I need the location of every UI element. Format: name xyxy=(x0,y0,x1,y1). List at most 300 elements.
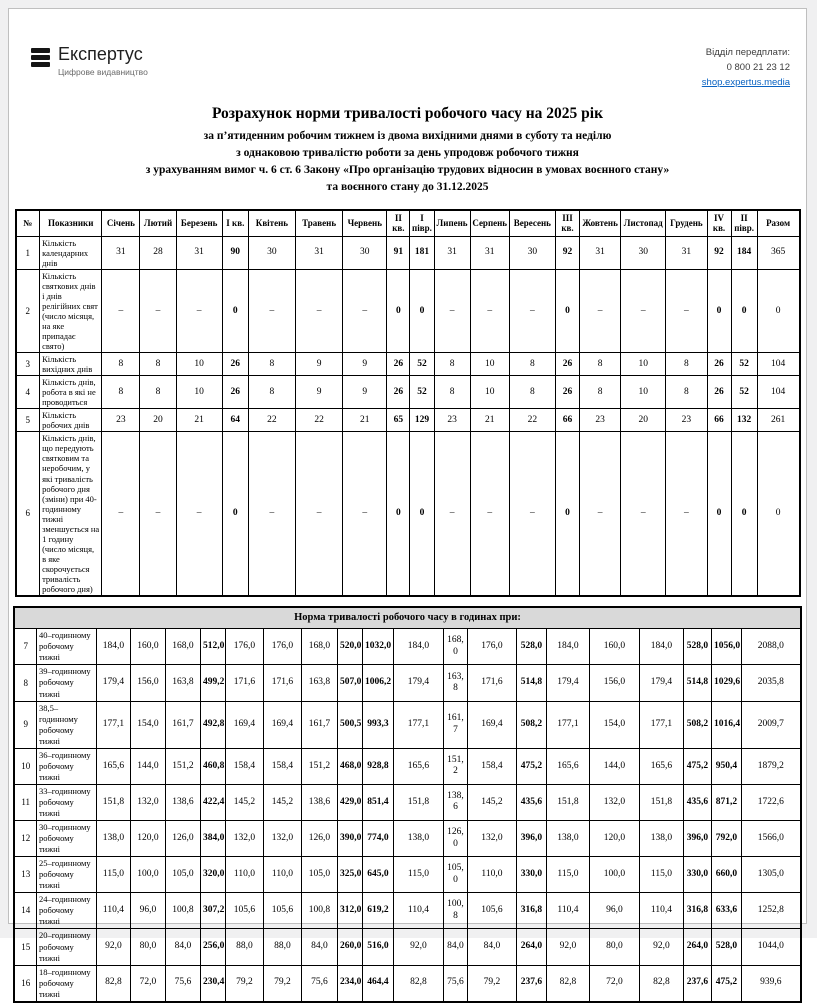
value-cell: 184,0 xyxy=(393,629,443,665)
value-cell: 80,0 xyxy=(130,929,165,965)
value-cell: 0 xyxy=(555,270,579,353)
value-cell: 168,0 xyxy=(443,629,467,665)
row-label: 24–годинному робочому тижні xyxy=(36,893,96,929)
value-cell: 105,6 xyxy=(467,893,516,929)
value-cell: 23 xyxy=(580,409,621,432)
value-cell: 619,2 xyxy=(362,893,393,929)
value-cell: 151,2 xyxy=(301,748,337,784)
value-cell: 1722,6 xyxy=(741,784,800,820)
value-cell: 177,1 xyxy=(546,701,589,748)
value-cell: 84,0 xyxy=(301,929,337,965)
row-number: 11 xyxy=(14,784,36,820)
document-title: Розрахунок норми тривалості робочого часу на 2025 рік xyxy=(211,104,604,122)
value-cell: 92,0 xyxy=(639,929,683,965)
value-cell: 30 xyxy=(621,237,666,270)
table-row xyxy=(16,237,800,270)
value-cell: 181 xyxy=(410,237,434,270)
value-cell: 138,6 xyxy=(301,784,337,820)
column-header: III кв. xyxy=(555,210,579,237)
value-cell: 460,8 xyxy=(200,748,225,784)
row-label: 38,5–годинному робочому тижні xyxy=(36,701,96,748)
table-row xyxy=(16,432,800,596)
row-number: 5 xyxy=(16,409,40,432)
row-number: 4 xyxy=(16,376,40,409)
column-header: Серпень xyxy=(470,210,509,237)
value-cell: 80,0 xyxy=(589,929,639,965)
value-cell: 100,0 xyxy=(130,857,165,893)
value-cell: 31 xyxy=(176,237,222,270)
value-cell: 161,7 xyxy=(165,701,200,748)
row-label: 36–годинному робочому тижні xyxy=(36,748,96,784)
value-cell: 492,8 xyxy=(200,701,225,748)
value-cell: 22 xyxy=(248,409,295,432)
value-cell: 165,6 xyxy=(546,748,589,784)
value-cell: 144,0 xyxy=(130,748,165,784)
value-cell: 507,0 xyxy=(337,665,362,701)
value-cell: 0 xyxy=(387,270,410,353)
value-cell: 92 xyxy=(555,237,579,270)
value-cell: 871,2 xyxy=(711,784,741,820)
table-row xyxy=(14,748,800,784)
value-cell: 26 xyxy=(707,353,731,376)
value-cell: 110,0 xyxy=(467,857,516,893)
row-number: 7 xyxy=(14,629,36,665)
value-cell: 52 xyxy=(410,376,434,409)
value-cell: 435,6 xyxy=(516,784,546,820)
value-cell: 115,0 xyxy=(96,857,130,893)
column-header: Липень xyxy=(434,210,470,237)
row-label: Кількість календарних днів xyxy=(40,237,102,270)
value-cell: 171,6 xyxy=(225,665,263,701)
table-row xyxy=(14,821,800,857)
value-cell: 110,0 xyxy=(225,857,263,893)
value-cell: – xyxy=(509,432,555,596)
column-header: II півр. xyxy=(731,210,757,237)
value-cell: 396,0 xyxy=(683,821,711,857)
table-row xyxy=(16,409,800,432)
value-cell: – xyxy=(248,270,295,353)
document-page xyxy=(8,8,807,999)
value-cell: 330,0 xyxy=(516,857,546,893)
value-cell: 79,2 xyxy=(263,965,301,1002)
row-number: 6 xyxy=(16,432,40,596)
value-cell: 84,0 xyxy=(443,929,467,965)
value-cell: 92 xyxy=(707,237,731,270)
value-cell: 234,0 xyxy=(337,965,362,1002)
value-cell: 30 xyxy=(248,237,295,270)
contact-phone: 0 800 21 23 12 xyxy=(726,62,790,74)
table-row xyxy=(14,929,800,965)
row-number: 10 xyxy=(14,748,36,784)
section-band-row xyxy=(14,607,800,629)
value-cell: 72,0 xyxy=(589,965,639,1002)
value-cell: 237,6 xyxy=(516,965,546,1002)
value-cell: 158,4 xyxy=(225,748,263,784)
column-header: Квітень xyxy=(248,210,295,237)
row-number: 2 xyxy=(16,270,40,353)
value-cell: 31 xyxy=(470,237,509,270)
value-cell: 156,0 xyxy=(130,665,165,701)
value-cell: – xyxy=(296,270,343,353)
value-cell: 138,0 xyxy=(393,821,443,857)
value-cell: 104 xyxy=(757,376,799,409)
value-cell: – xyxy=(434,270,470,353)
row-number: 3 xyxy=(16,353,40,376)
value-cell: 163,8 xyxy=(443,665,467,701)
value-cell: 179,4 xyxy=(639,665,683,701)
row-number: 15 xyxy=(14,929,36,965)
value-cell: 508,2 xyxy=(683,701,711,748)
value-cell: 65 xyxy=(387,409,410,432)
value-cell: 0 xyxy=(387,432,410,596)
value-cell: 8 xyxy=(248,376,295,409)
value-cell: 26 xyxy=(387,376,410,409)
value-cell: 158,4 xyxy=(467,748,516,784)
value-cell: 512,0 xyxy=(200,629,225,665)
row-label: 20–годинному робочому тижні xyxy=(36,929,96,965)
value-cell: 75,6 xyxy=(443,965,467,1002)
value-cell: 169,4 xyxy=(225,701,263,748)
column-header: Січень xyxy=(102,210,140,237)
table-header-row xyxy=(16,210,800,237)
value-cell: 105,0 xyxy=(165,857,200,893)
value-cell: 31 xyxy=(580,237,621,270)
value-cell: 28 xyxy=(140,237,176,270)
value-cell: 151,2 xyxy=(443,748,467,784)
row-label: Кількість днів, що передують святковим та неробочим, у які тривалість робочого дня (зміни) при 40-годинному тижні зменшується на 1 годину (число місяця, в яке скорочується тривалість робочого дня) xyxy=(40,432,102,596)
value-cell: 23 xyxy=(102,409,140,432)
value-cell: 264,0 xyxy=(683,929,711,965)
value-cell: 0 xyxy=(731,432,757,596)
value-cell: – xyxy=(666,270,707,353)
value-cell: 2035,8 xyxy=(741,665,800,701)
value-cell: 82,8 xyxy=(393,965,443,1002)
value-cell: 261 xyxy=(757,409,799,432)
value-cell: 168,0 xyxy=(165,629,200,665)
value-cell: 145,2 xyxy=(263,784,301,820)
value-cell: 26 xyxy=(387,353,410,376)
value-cell: 120,0 xyxy=(589,821,639,857)
value-cell: 475,2 xyxy=(711,965,741,1002)
table-row xyxy=(14,965,800,1002)
value-cell: 100,8 xyxy=(443,893,467,929)
value-cell: – xyxy=(580,432,621,596)
column-header: Грудень xyxy=(666,210,707,237)
value-cell: 82,8 xyxy=(96,965,130,1002)
value-cell: 21 xyxy=(176,409,222,432)
value-cell: 132,0 xyxy=(467,821,516,857)
value-cell: 177,1 xyxy=(96,701,130,748)
value-cell: 132,0 xyxy=(263,821,301,857)
value-cell: 138,0 xyxy=(639,821,683,857)
value-cell: 132,0 xyxy=(225,821,263,857)
value-cell: 161,7 xyxy=(301,701,337,748)
value-cell: 179,4 xyxy=(96,665,130,701)
value-cell: 91 xyxy=(387,237,410,270)
value-cell: 9 xyxy=(296,376,343,409)
value-cell: 176,0 xyxy=(467,629,516,665)
value-cell: 126,0 xyxy=(165,821,200,857)
row-number: 12 xyxy=(14,821,36,857)
subscription-contact xyxy=(702,45,790,91)
page-header xyxy=(9,9,806,91)
row-label: 39–годинному робочому тижні xyxy=(36,665,96,701)
value-cell: 110,4 xyxy=(96,893,130,929)
value-cell: – xyxy=(509,270,555,353)
value-cell: 396,0 xyxy=(516,821,546,857)
value-cell: 10 xyxy=(176,376,222,409)
value-cell: 169,4 xyxy=(263,701,301,748)
value-cell: 633,6 xyxy=(711,893,741,929)
expertus-logo-icon xyxy=(31,48,50,67)
value-cell: 528,0 xyxy=(711,929,741,965)
value-cell: 20 xyxy=(140,409,176,432)
document-subtitle-4: та воєнного стану до 31.12.2025 xyxy=(326,181,489,194)
value-cell: 8 xyxy=(140,353,176,376)
value-cell: 851,4 xyxy=(362,784,393,820)
row-label: Кількість святкових днів і днів релігійних свят (число місяця, на яке припадає свято) xyxy=(40,270,102,353)
value-cell: 365 xyxy=(757,237,799,270)
value-cell: 30 xyxy=(343,237,387,270)
value-cell: 8 xyxy=(102,353,140,376)
row-label: 30–годинному робочому тижні xyxy=(36,821,96,857)
value-cell: 9 xyxy=(296,353,343,376)
value-cell: 8 xyxy=(666,376,707,409)
value-cell: 79,2 xyxy=(225,965,263,1002)
value-cell: 176,0 xyxy=(263,629,301,665)
table-row xyxy=(14,701,800,748)
column-header: II кв. xyxy=(387,210,410,237)
value-cell: – xyxy=(176,270,222,353)
value-cell: 8 xyxy=(434,376,470,409)
value-cell: 120,0 xyxy=(130,821,165,857)
value-cell: 0 xyxy=(222,432,248,596)
value-cell: 1252,8 xyxy=(741,893,800,929)
value-cell: 184,0 xyxy=(639,629,683,665)
table-row xyxy=(14,629,800,665)
section-band-title: Норма тривалості робочого часу в годинах при: xyxy=(14,607,800,629)
value-cell: 132 xyxy=(731,409,757,432)
value-cell: 475,2 xyxy=(683,748,711,784)
value-cell: 8 xyxy=(248,353,295,376)
value-cell: 64 xyxy=(222,409,248,432)
table-row xyxy=(14,665,800,701)
value-cell: 138,6 xyxy=(165,784,200,820)
shop-link[interactable]: shop.expertus.media xyxy=(701,77,790,89)
value-cell: 468,0 xyxy=(337,748,362,784)
value-cell: 0 xyxy=(222,270,248,353)
table-row xyxy=(16,353,800,376)
calendar-days-table xyxy=(15,209,801,597)
value-cell: 384,0 xyxy=(200,821,225,857)
value-cell: 10 xyxy=(470,353,509,376)
value-cell: 138,0 xyxy=(546,821,589,857)
row-number: 16 xyxy=(14,965,36,1002)
logo-tagline: Цифрове видавництво xyxy=(58,66,148,77)
value-cell: 26 xyxy=(555,376,579,409)
value-cell: 126,0 xyxy=(301,821,337,857)
value-cell: 528,0 xyxy=(683,629,711,665)
value-cell: 435,6 xyxy=(683,784,711,820)
value-cell: 66 xyxy=(555,409,579,432)
row-label: Кількість днів, робота в які не проводиться xyxy=(40,376,102,409)
value-cell: 96,0 xyxy=(130,893,165,929)
value-cell: 264,0 xyxy=(516,929,546,965)
value-cell: 0 xyxy=(555,432,579,596)
value-cell: 105,0 xyxy=(301,857,337,893)
column-header: Листопад xyxy=(621,210,666,237)
value-cell: 10 xyxy=(621,353,666,376)
value-cell: 90 xyxy=(222,237,248,270)
value-cell: – xyxy=(470,432,509,596)
value-cell: 792,0 xyxy=(711,821,741,857)
row-number: 13 xyxy=(14,857,36,893)
value-cell: 23 xyxy=(666,409,707,432)
value-cell: 88,0 xyxy=(263,929,301,965)
value-cell: 171,6 xyxy=(467,665,516,701)
value-cell: 31 xyxy=(102,237,140,270)
value-cell: 8 xyxy=(140,376,176,409)
value-cell: – xyxy=(140,270,176,353)
value-cell: 84,0 xyxy=(467,929,516,965)
document-subtitle-3: з урахуванням вимог ч. 6 ст. 6 Закону «Про організацію трудових відносин в умовах воєнного стану» xyxy=(145,164,670,177)
value-cell: 110,4 xyxy=(546,893,589,929)
value-cell: 26 xyxy=(555,353,579,376)
value-cell: – xyxy=(176,432,222,596)
column-header: Лютий xyxy=(140,210,176,237)
value-cell: 514,8 xyxy=(683,665,711,701)
contact-label: Відділ передплати: xyxy=(705,47,790,58)
value-cell: 500,5 xyxy=(337,701,362,748)
value-cell: 475,2 xyxy=(516,748,546,784)
value-cell: 165,6 xyxy=(96,748,130,784)
value-cell: 10 xyxy=(470,376,509,409)
value-cell: 177,1 xyxy=(639,701,683,748)
table-row xyxy=(14,784,800,820)
value-cell: 168,0 xyxy=(301,629,337,665)
value-cell: 1044,0 xyxy=(741,929,800,965)
value-cell: 110,4 xyxy=(393,893,443,929)
value-cell: 9 xyxy=(343,376,387,409)
value-cell: 84,0 xyxy=(165,929,200,965)
value-cell: 100,8 xyxy=(165,893,200,929)
value-cell: 151,8 xyxy=(546,784,589,820)
value-cell: 8 xyxy=(666,353,707,376)
value-cell: 82,8 xyxy=(639,965,683,1002)
value-cell: 160,0 xyxy=(589,629,639,665)
value-cell: 171,6 xyxy=(263,665,301,701)
expertus-logo xyxy=(31,45,148,77)
value-cell: 774,0 xyxy=(362,821,393,857)
value-cell: 66 xyxy=(707,409,731,432)
value-cell: 26 xyxy=(222,376,248,409)
value-cell: 21 xyxy=(343,409,387,432)
value-cell: 8 xyxy=(509,376,555,409)
logo-name: Експертус xyxy=(58,44,143,64)
row-number: 9 xyxy=(14,701,36,748)
value-cell: 144,0 xyxy=(589,748,639,784)
table-row xyxy=(14,857,800,893)
column-header: Разом xyxy=(757,210,799,237)
column-header: Жовтень xyxy=(580,210,621,237)
value-cell: – xyxy=(621,432,666,596)
row-label: 18–годинному робочому тижні xyxy=(36,965,96,1002)
value-cell: 92,0 xyxy=(393,929,443,965)
value-cell: 154,0 xyxy=(589,701,639,748)
row-label: 40–годинному робочому тижні xyxy=(36,629,96,665)
value-cell: 176,0 xyxy=(225,629,263,665)
value-cell: 151,8 xyxy=(96,784,130,820)
value-cell: 0 xyxy=(707,270,731,353)
column-header: I кв. xyxy=(222,210,248,237)
value-cell: 508,2 xyxy=(516,701,546,748)
value-cell: 10 xyxy=(621,376,666,409)
value-cell: 163,8 xyxy=(165,665,200,701)
value-cell: 31 xyxy=(666,237,707,270)
value-cell: 179,4 xyxy=(393,665,443,701)
value-cell: 132,0 xyxy=(130,784,165,820)
value-cell: 115,0 xyxy=(639,857,683,893)
value-cell: 316,8 xyxy=(683,893,711,929)
value-cell: 110,0 xyxy=(263,857,301,893)
column-header: Червень xyxy=(343,210,387,237)
value-cell: 169,4 xyxy=(467,701,516,748)
value-cell: – xyxy=(102,270,140,353)
value-cell: 52 xyxy=(731,353,757,376)
value-cell: 129 xyxy=(410,409,434,432)
value-cell: 104 xyxy=(757,353,799,376)
value-cell: 184,0 xyxy=(546,629,589,665)
working-hours-table xyxy=(13,606,801,1003)
value-cell: 154,0 xyxy=(130,701,165,748)
value-cell: 138,0 xyxy=(96,821,130,857)
value-cell: 26 xyxy=(707,376,731,409)
value-cell: – xyxy=(621,270,666,353)
column-header: Показники xyxy=(40,210,102,237)
row-label: Кількість вихідних днів xyxy=(40,353,102,376)
value-cell: 0 xyxy=(757,270,799,353)
row-label: Кількість робочих днів xyxy=(40,409,102,432)
value-cell: 307,2 xyxy=(200,893,225,929)
value-cell: 105,0 xyxy=(443,857,467,893)
value-cell: 105,6 xyxy=(263,893,301,929)
value-cell: 160,0 xyxy=(130,629,165,665)
value-cell: 528,0 xyxy=(516,629,546,665)
value-cell: 8 xyxy=(580,353,621,376)
value-cell: 151,8 xyxy=(639,784,683,820)
value-cell: 52 xyxy=(410,353,434,376)
value-cell: 8 xyxy=(102,376,140,409)
value-cell: 72,0 xyxy=(130,965,165,1002)
value-cell: 514,8 xyxy=(516,665,546,701)
column-header: Вересень xyxy=(509,210,555,237)
value-cell: – xyxy=(666,432,707,596)
value-cell: 422,4 xyxy=(200,784,225,820)
table-row xyxy=(14,893,800,929)
value-cell: 31 xyxy=(434,237,470,270)
value-cell: 126,0 xyxy=(443,821,467,857)
value-cell: 184,0 xyxy=(96,629,130,665)
value-cell: 316,8 xyxy=(516,893,546,929)
row-number: 8 xyxy=(14,665,36,701)
value-cell: 516,0 xyxy=(362,929,393,965)
value-cell: 179,4 xyxy=(546,665,589,701)
value-cell: 312,0 xyxy=(337,893,362,929)
value-cell: 928,8 xyxy=(362,748,393,784)
value-cell: 939,6 xyxy=(741,965,800,1002)
value-cell: 260,0 xyxy=(337,929,362,965)
value-cell: 31 xyxy=(296,237,343,270)
